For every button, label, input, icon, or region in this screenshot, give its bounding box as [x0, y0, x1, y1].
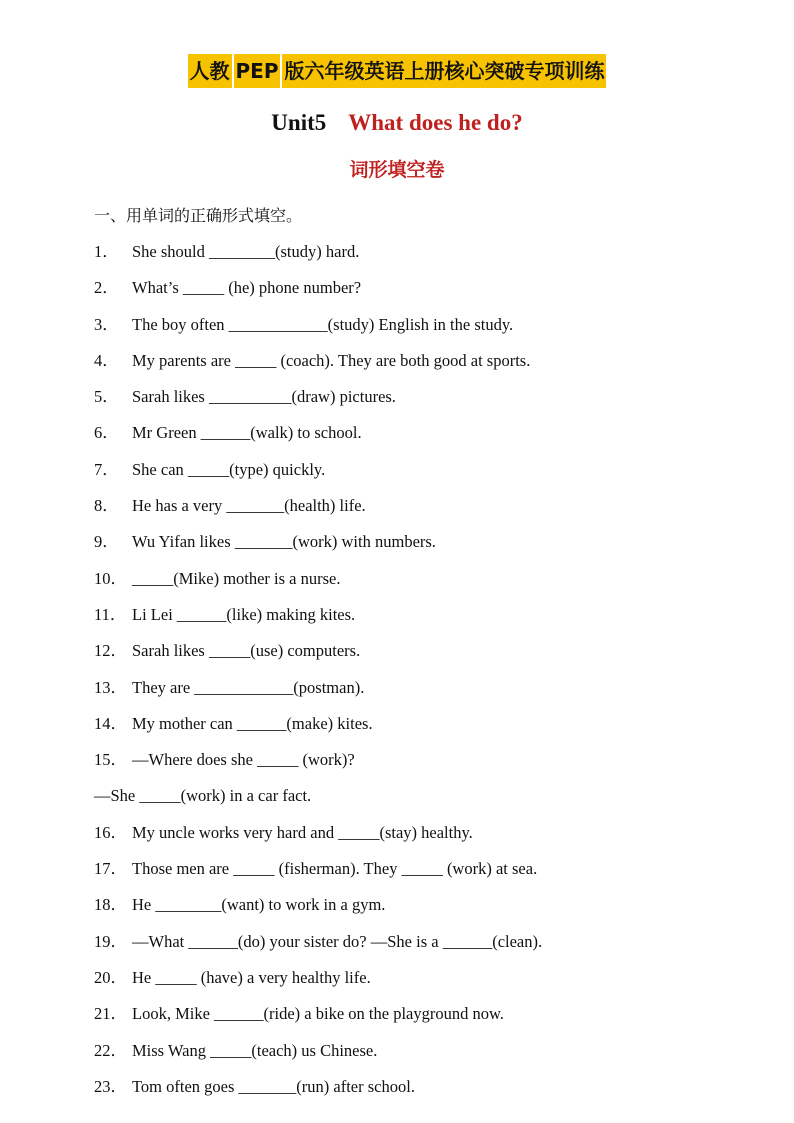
question-item [94, 821, 734, 857]
question-number: 9． [94, 532, 119, 552]
question-text: Look, Mike ______(ride) a bike on the playground now. [132, 1004, 504, 1024]
question-item [94, 530, 734, 566]
question-number: 19． [94, 931, 127, 951]
question-item [94, 1002, 734, 1038]
question-item [94, 930, 734, 966]
question-number: 23． [94, 1076, 127, 1096]
question-number: 18． [94, 895, 127, 915]
question-item [94, 421, 734, 457]
question-number: 10． [94, 568, 127, 588]
question-item [94, 966, 734, 1002]
question-text: What’s _____ (he) phone number? [132, 278, 362, 298]
question-number: 17． [94, 859, 127, 879]
question-item [94, 784, 734, 820]
question-text: He has a very _______(health) life. [132, 496, 366, 516]
question-list [94, 240, 734, 1111]
question-item [94, 639, 734, 675]
question-number: 22． [94, 1040, 127, 1060]
question-item [94, 494, 734, 530]
question-number: 11． [94, 604, 127, 624]
question-text: Those men are _____ (fisherman). They _____ (work) at sea. [132, 859, 538, 879]
unit-question: What does he do? [348, 110, 523, 135]
question-text: He _____ (have) a very healthy life. [132, 967, 371, 987]
question-text: Sarah likes __________(draw) pictures. [132, 387, 396, 407]
question-text: Mr Green ______(walk) to school. [132, 423, 362, 443]
question-number: 5． [94, 387, 119, 407]
question-item [94, 712, 734, 748]
question-number: 12． [94, 641, 127, 661]
question-item [94, 603, 734, 639]
question-item [94, 276, 734, 312]
question-item [94, 349, 734, 385]
question-text: She can _____(type) quickly. [132, 459, 326, 479]
question-number: 13． [94, 677, 127, 697]
worksheet-subtitle: 词形填空卷 [349, 159, 445, 181]
question-item [94, 857, 734, 893]
question-number: 21． [94, 1004, 127, 1024]
question-text: They are ____________(postman). [132, 677, 365, 697]
question-number: 14． [94, 713, 127, 733]
question-item [94, 458, 734, 494]
question-text: Wu Yifan likes _______(work) with numbers. [132, 532, 436, 552]
question-item [94, 567, 734, 603]
question-text: Miss Wang _____(teach) us Chinese. [132, 1040, 378, 1060]
question-item [94, 893, 734, 929]
question-item [94, 1039, 734, 1075]
question-number: 7． [94, 459, 119, 479]
question-text: _____(Mike) mother is a nurse. [132, 568, 341, 588]
header-title-part: PEP [234, 54, 281, 88]
question-text: Tom often goes _______(run) after school. [132, 1076, 415, 1096]
question-text: —She _____(work) in a car fact. [94, 786, 312, 806]
question-number: 8． [94, 496, 119, 516]
question-item [94, 748, 734, 784]
question-text: The boy often ____________(study) English in the study. [132, 314, 514, 334]
question-text: He ________(want) to work in a gym. [132, 895, 386, 915]
question-number: 15． [94, 750, 127, 770]
question-text: —Where does she _____ (work)? [132, 750, 355, 770]
question-number: 4． [94, 350, 119, 370]
header-title-part: 版六年级英语上册核心突破专项训练 [282, 54, 606, 88]
question-number: 6． [94, 423, 119, 443]
question-item [94, 240, 734, 276]
question-text: My parents are _____ (coach). They are both good at sports. [132, 350, 531, 370]
unit-label: Unit5 [271, 110, 327, 135]
question-text: She should ________(study) hard. [132, 242, 360, 261]
question-number: 20． [94, 967, 127, 987]
question-number: 2． [94, 278, 119, 298]
question-item [94, 385, 734, 421]
header-banner [0, 54, 794, 88]
question-number: 16． [94, 822, 127, 842]
question-text: My uncle works very hard and _____(stay) healthy. [132, 822, 473, 842]
question-item [94, 313, 734, 349]
question-item [94, 1075, 734, 1111]
question-item [94, 676, 734, 712]
question-number: 3． [94, 314, 119, 334]
question-text: My mother can ______(make) kites. [132, 713, 373, 733]
section-heading: 一、用单词的正确形式填空。 [94, 206, 303, 225]
question-number: 1． [94, 242, 119, 261]
header-title-part: 人教 [188, 54, 232, 88]
question-text: —What ______(do) your sister do? —She is a ______(clean). [132, 931, 543, 951]
question-text: Li Lei ______(like) making kites. [132, 604, 356, 624]
question-text: Sarah likes _____(use) computers. [132, 641, 361, 661]
unit-title [0, 108, 794, 138]
